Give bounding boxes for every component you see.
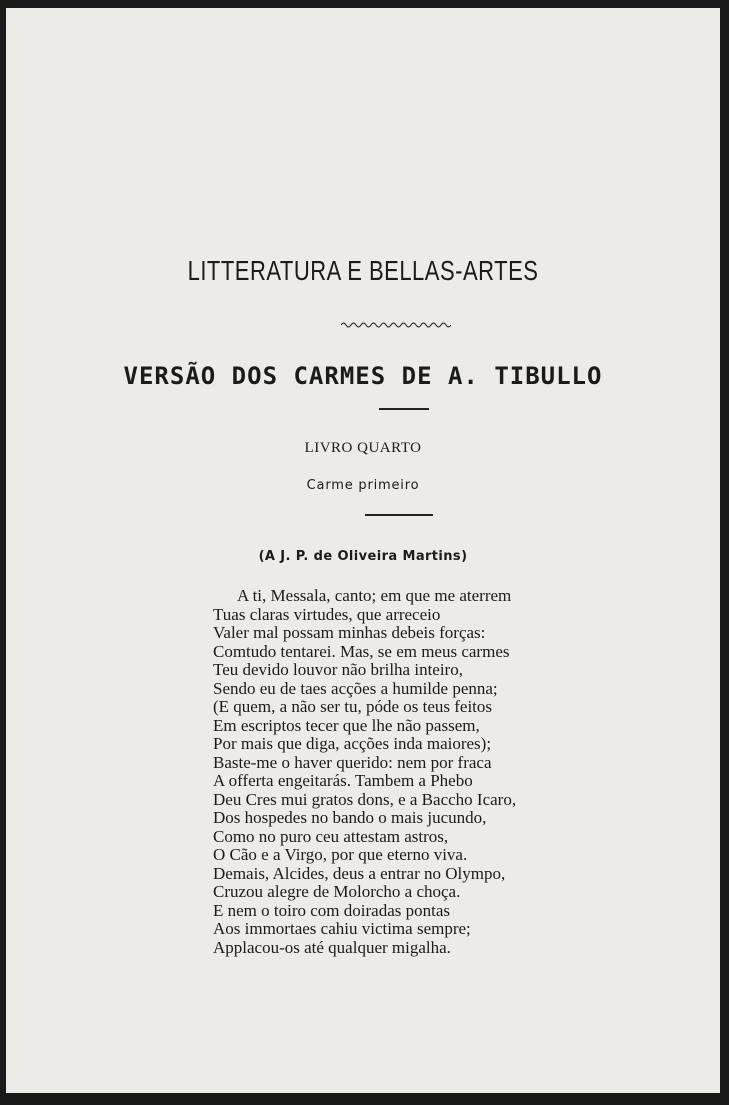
book-heading: LIVRO QUARTO: [304, 440, 422, 456]
verse-line: Applacou-os até qualquer migalha.: [213, 937, 451, 957]
section-title: LITTERATURA E BELLAS-ARTES: [187, 255, 539, 287]
verse-line: (E quem, a não ser tu, póde os teus feitos: [213, 697, 493, 716]
verse-line: Comtudo tentarei. Mas, se em meus carmes: [213, 641, 510, 661]
verse-line: Como no puro ceu attestam astros,: [213, 826, 449, 846]
main-title: VERSÃO DOS CARMES DE A. TIBULLO: [123, 362, 603, 390]
verse-line: Dos hospedes no bando o mais jucundo,: [213, 808, 487, 827]
verse-line: Cruzou alegre de Molorcho a choça.: [213, 882, 461, 901]
poem-verses: [213, 587, 593, 957]
verse-line: Baste-me o haver querido: nem por fraca: [213, 752, 492, 772]
verse-line: Deu Cres mui gratos dons, e a Baccho Icaro,: [213, 789, 517, 809]
verse-line: Teu devido louvor não brilha inteiro,: [213, 660, 463, 679]
book-page: [6, 8, 720, 1093]
poem-subtitle: Carme primeiro: [306, 478, 420, 493]
verse-line: A offerta engeitarás. Tambem a Phebo: [213, 771, 473, 790]
verse-line: Tuas claras virtudes, que arreceio: [213, 604, 441, 624]
verse-line: A ti, Messala, canto; em que me aterrem: [237, 586, 512, 605]
wavy-ornament: [341, 320, 451, 330]
dedication: (A J. P. de Oliveira Martins): [258, 549, 468, 564]
verse-line: Valer mal possam minhas debeis forças:: [213, 623, 486, 642]
divider-rule: [365, 514, 433, 516]
verse-line: O Cão e a Virgo, por que eterno viva.: [213, 845, 468, 864]
divider-rule: [379, 408, 429, 410]
verse-line: E nem o toiro com doiradas pontas: [213, 900, 451, 920]
verse-line: Em escriptos tecer que lhe não passem,: [213, 715, 480, 735]
verse-line: Demais, Alcides, deus a entrar no Olympo,: [213, 863, 506, 883]
verse-line: Aos immortaes cahiu victima sempre;: [213, 919, 471, 938]
verse-line: Sendo eu de taes acções a humilde penna;: [213, 678, 498, 698]
verse-line: Por mais que diga, acções inda maiores);: [213, 734, 492, 753]
